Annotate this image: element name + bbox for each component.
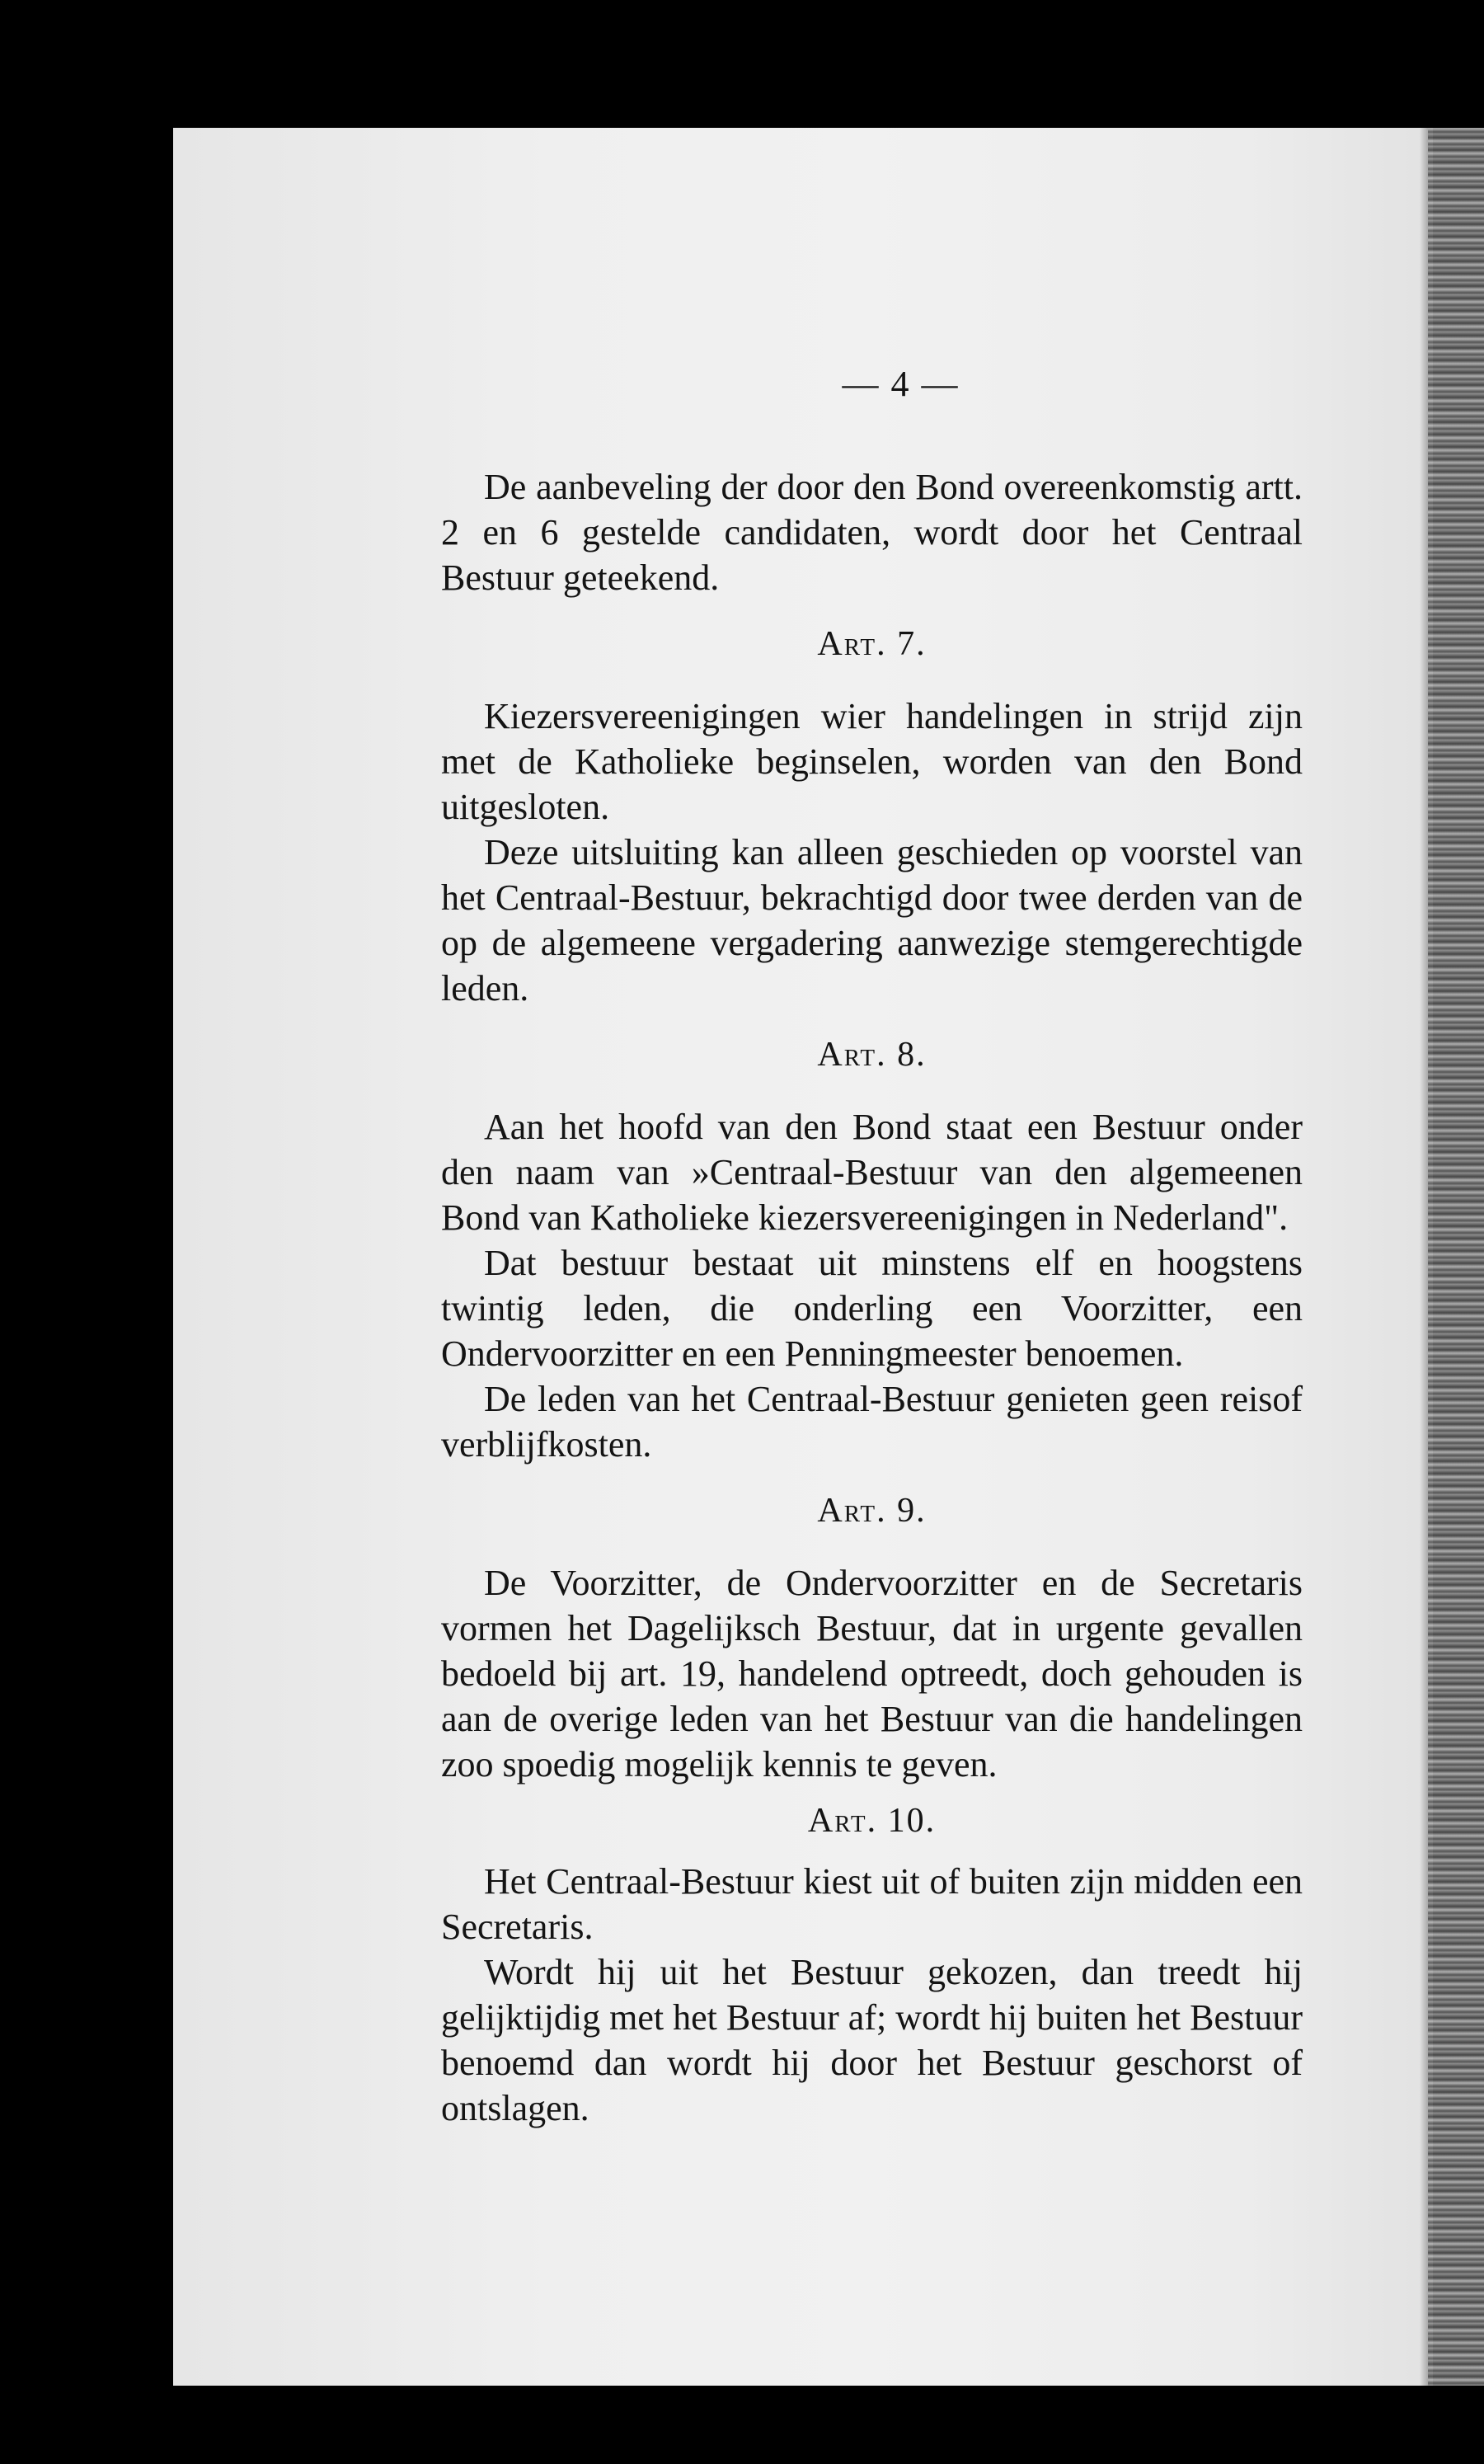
page-content (441, 363, 1303, 2131)
page-number: — 4 — (842, 364, 960, 404)
article-7-heading: Art. 7. (817, 625, 927, 663)
article-9-heading: Art. 9. (817, 1492, 927, 1530)
article-7-paragraph-2: Deze uitsluiting kan alleen geschieden op voorstel van het Centraal-Bestuur, bekrachtigd door twee derden van de op de algemeene vergadering aanwezige stemgerechtigde leden. (441, 832, 1303, 1009)
article-8-heading: Art. 8. (817, 1036, 927, 1074)
intro-paragraph: De aanbeveling der door den Bond overeenkomstig artt. 2 en 6 gestelde candidaten, wordt door het Centraal Bestuur geteekend. (441, 467, 1303, 598)
article-7-paragraph-1: Kiezersvereenigingen wier handelingen in strijd zijn met de Katholieke beginselen, worden van den Bond uitgesloten. (441, 696, 1303, 827)
book-binding-edge (1428, 128, 1484, 2386)
article-10-paragraph-1: Het Centraal-Bestuur kiest uit of buiten zijn midden een Secretaris. (441, 1861, 1303, 1947)
article-9-paragraph-1: De Voorzitter, de Ondervoorzitter en de Secretaris vormen het Dagelijksch Bestuur, dat in urgente gevallen bedoeld bij art. 19, handelend optreedt, doch gehouden is aan de overige leden van het Bestuur van die handelingen zoo spoedig mogelijk kennis te geven. (441, 1563, 1303, 1785)
page-edge-shadow (1420, 128, 1428, 2386)
article-10-heading: Art. 10. (807, 1802, 937, 1840)
article-8-paragraph-3: De leden van het Centraal-Bestuur genieten geen reisof verblijfkosten. (441, 1379, 1303, 1465)
article-8-paragraph-2: Dat bestuur bestaat uit minstens elf en hoogstens twintig leden, die onderling een Voorzitter, een Ondervoorzitter en een Penningmeester benoemen. (441, 1243, 1303, 1374)
article-8-paragraph-1: Aan het hoofd van den Bond staat een Bestuur onder den naam van »Centraal-Bestuur van den algemeenen Bond van Katholieke kiezersvereenigingen in Nederland". (441, 1107, 1303, 1238)
article-10-paragraph-2: Wordt hij uit het Bestuur gekozen, dan treedt hij gelijktijdig met het Bestuur af; wordt hij buiten het Bestuur benoemd dan wordt hij door het Bestuur geschorst of ontslagen. (441, 1952, 1303, 2128)
